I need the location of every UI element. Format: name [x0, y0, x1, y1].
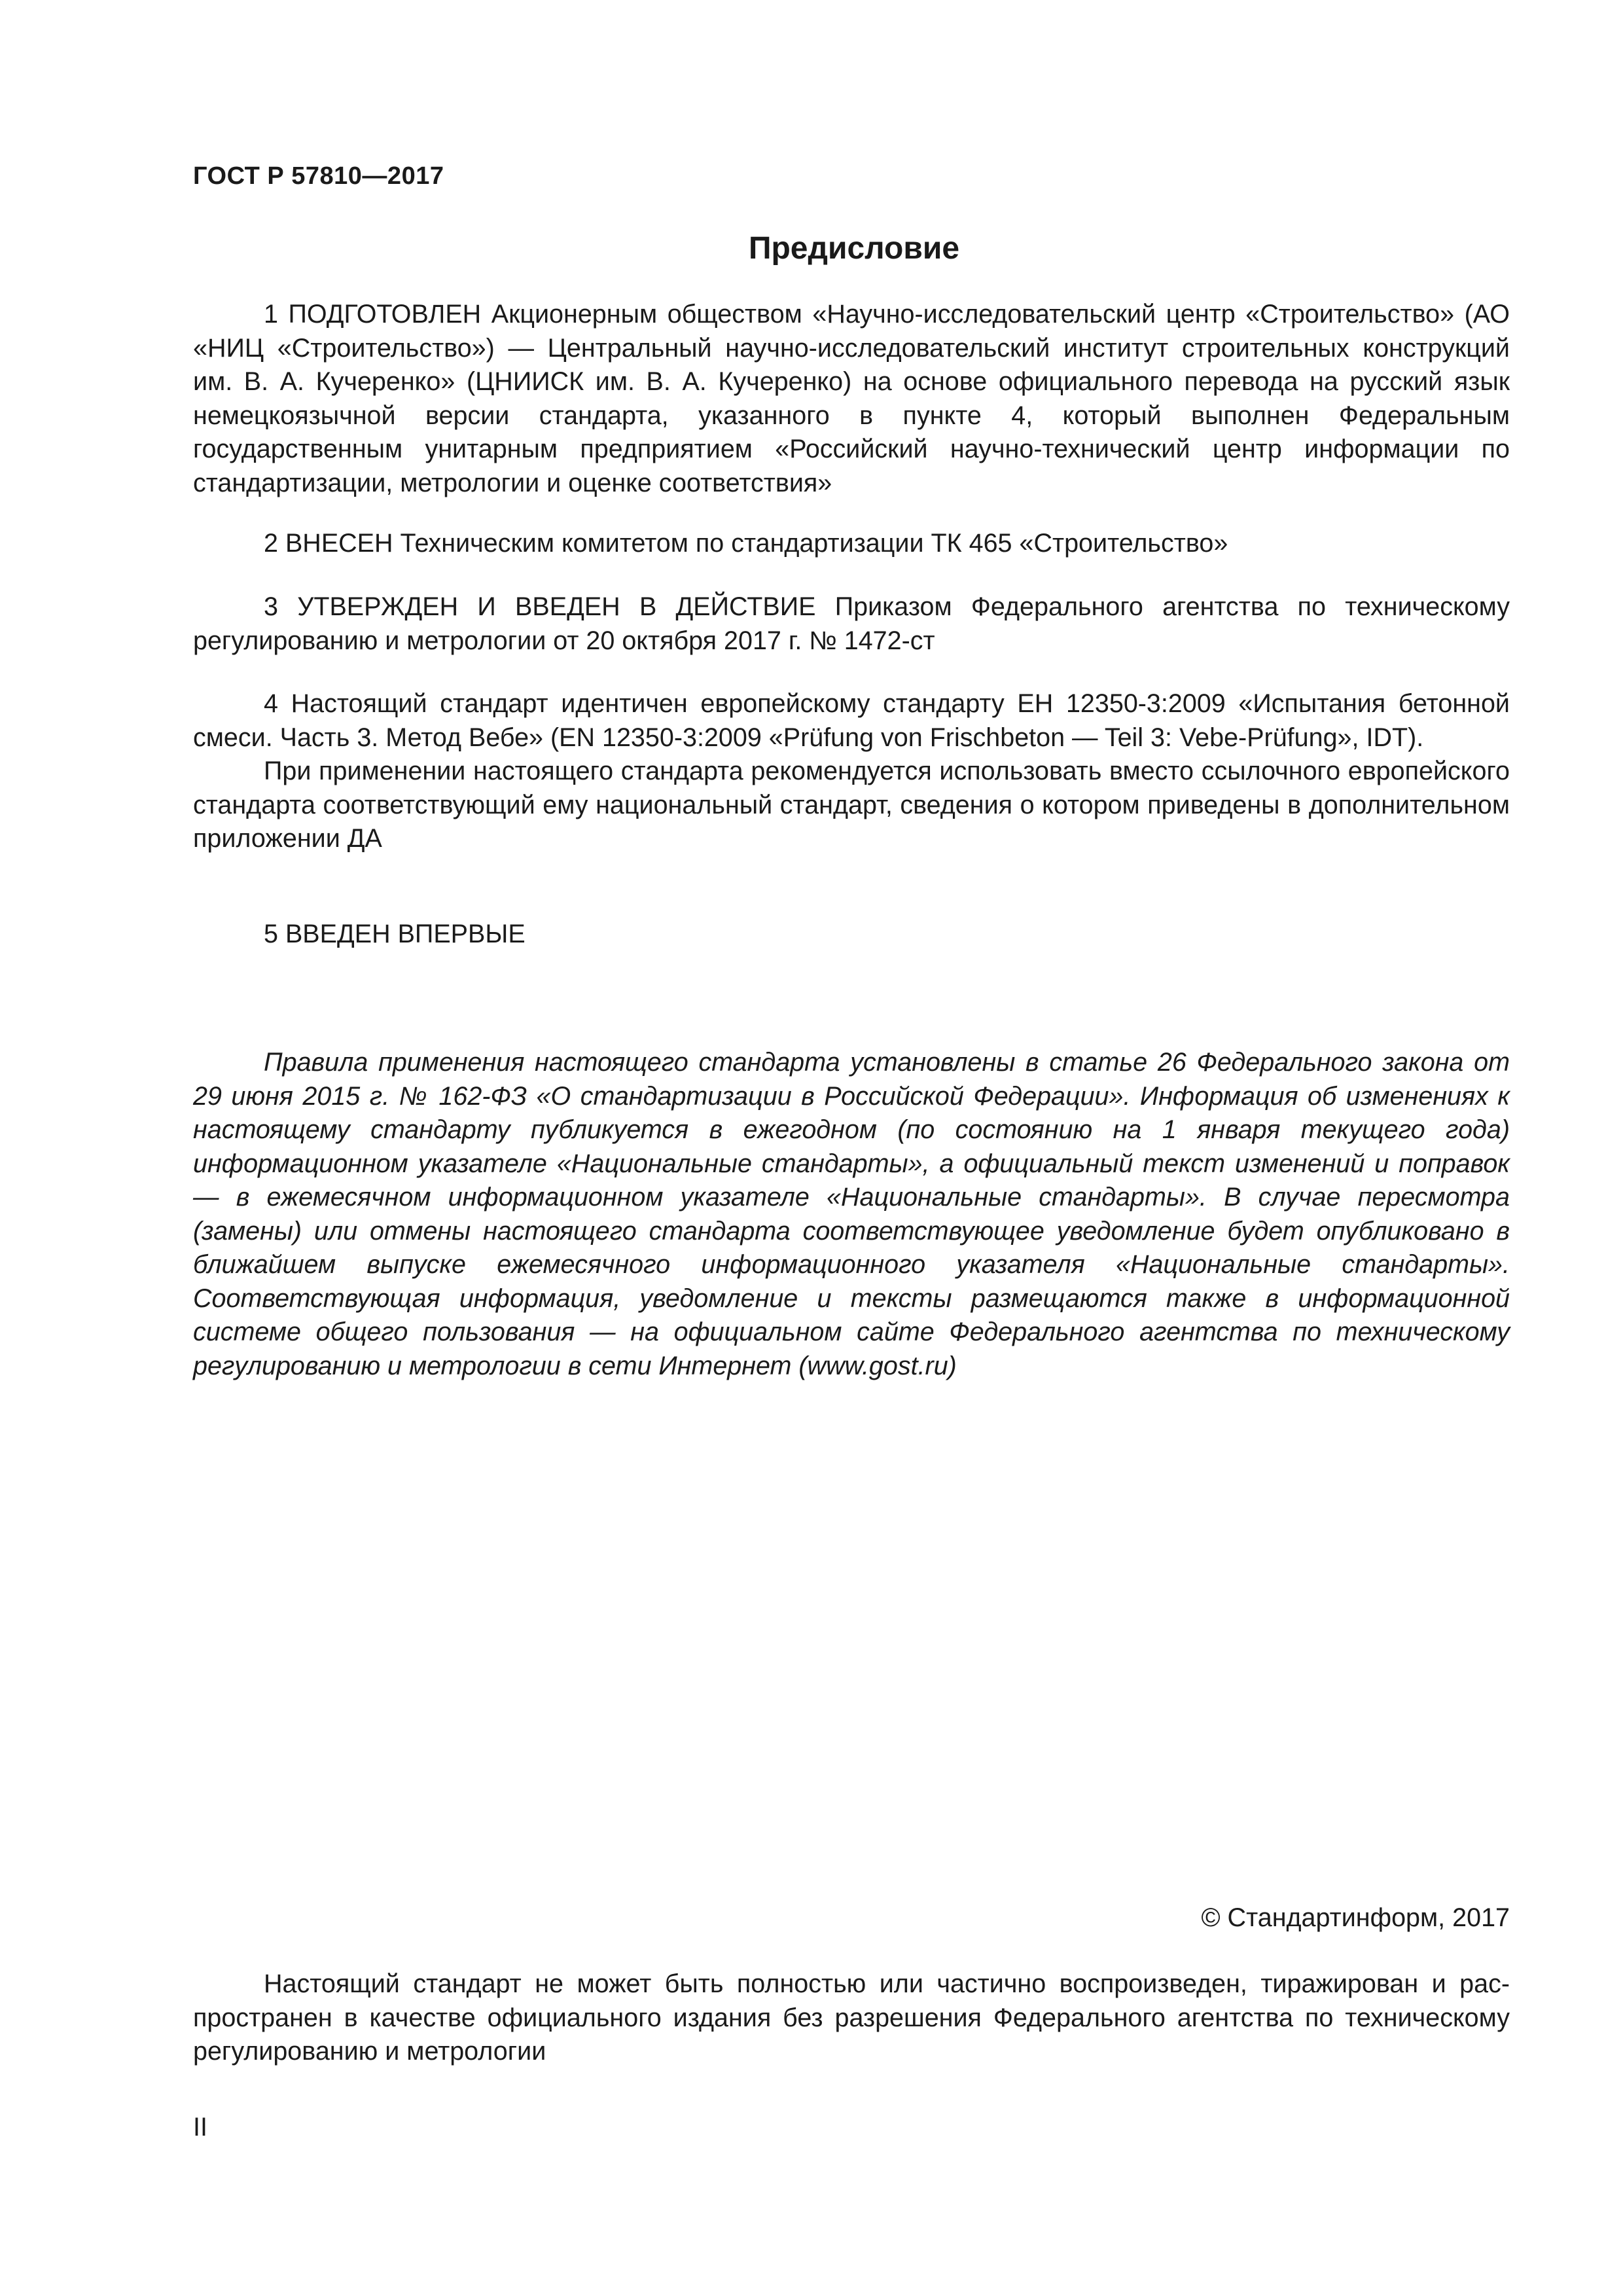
page-number: II — [193, 2113, 207, 2142]
paragraph-prepared-by — [193, 298, 1510, 500]
reproduction-notice-text: Настоящий стандарт не может быть полностью или частично воспроизведен, тиражирован и распространен в качестве официального издания без разрешения Федерального агентства по техническому регулированию и метрологии — [193, 1969, 1510, 2066]
paragraph-text-continued: При применении настоящего стандарта рекомендуется использовать вместо ссылочного европейского стандарта соответствующий ему национальный стандарт, сведения о котором приведены в дополнительном приложении ДА — [193, 757, 1510, 853]
paragraph-text: 4 Настоящий стандарт идентичен европейскому стандарту ЕН 12350-3:2009 «Испытания бетонной смеси. Часть 3. Метод Вебе» (EN 12350-3:2009 «Prüfung von Frischbeton — Teil 3: Vebe-Prüfung», IDT). — [193, 689, 1510, 752]
paragraph-introduced-by — [193, 527, 1510, 561]
rules-notice-text: Правила применения настоящего стандарта установлены в статье 26 Федерального закона от 29 июня 2015 г. № 162-ФЗ «О стандартизации в Российской Федерации». Информация об изменениях к настоящему стандарту публикуется в ежегодном (по состоянию на 1 января текущего года) информационном указателе «Национальные стандарты», а официальный текст изменений и поправок — в ежемесячном информационном указателе «Национальные стандарты». В случае пересмотра (замены) или отмены настоящего стандарта соответствующее уведомление будет опубликовано в ближайшем выпуске ежемесячного информационного указателя «Национальные стандарты». Соответствующая информация, уведомление и тексты размещаются также в информационной системе общего пользования — на официальном сайте Федерального агентства по техническому регулированию и метрологии в сети Интернет (www.gost.ru) — [193, 1048, 1510, 1380]
page-title: Предисловие — [748, 231, 960, 266]
document-code: ГОСТ Р 57810—2017 — [193, 162, 444, 190]
paragraph-approved — [193, 590, 1510, 658]
rules-notice — [193, 1046, 1510, 1383]
paragraph-first-introduced — [193, 918, 1510, 952]
copyright-notice: © Стандартинформ, 2017 — [1201, 1903, 1510, 1932]
paragraph-text: 5 ВВЕДЕН ВПЕРВЫЕ — [264, 920, 526, 948]
reproduction-notice — [193, 1967, 1510, 2069]
paragraph-text: 1 ПОДГОТОВЛЕН Акционерным обществом «Научно-исследовательский центр «Строительство» (АО «НИЦ «Строительство») — Центральный научно-исследовательский институт строительных конструкций им. В. А. Кучеренко» (ЦНИИСК им. В. А. Кучеренко) на основе официального перевода на русский язык немецкоязычной версии стандарта, указанного в пункте 4, который выполнен Федеральным государственным унитарным предприятием «Российский научно-технический центр информации по стандартизации, метрологии и оценке соответствия» — [193, 300, 1510, 497]
paragraph-text: 2 ВНЕСЕН Техническим комитетом по стандартизации ТК 465 «Строительство» — [264, 529, 1228, 558]
paragraph-identical-standard — [193, 687, 1510, 856]
paragraph-text: 3 УТВЕРЖДЕН И ВВЕДЕН В ДЕЙСТВИЕ Приказом Федерального агентства по техническому регулированию и метрологии от 20 октября 2017 г. № 1472-ст — [193, 592, 1510, 655]
